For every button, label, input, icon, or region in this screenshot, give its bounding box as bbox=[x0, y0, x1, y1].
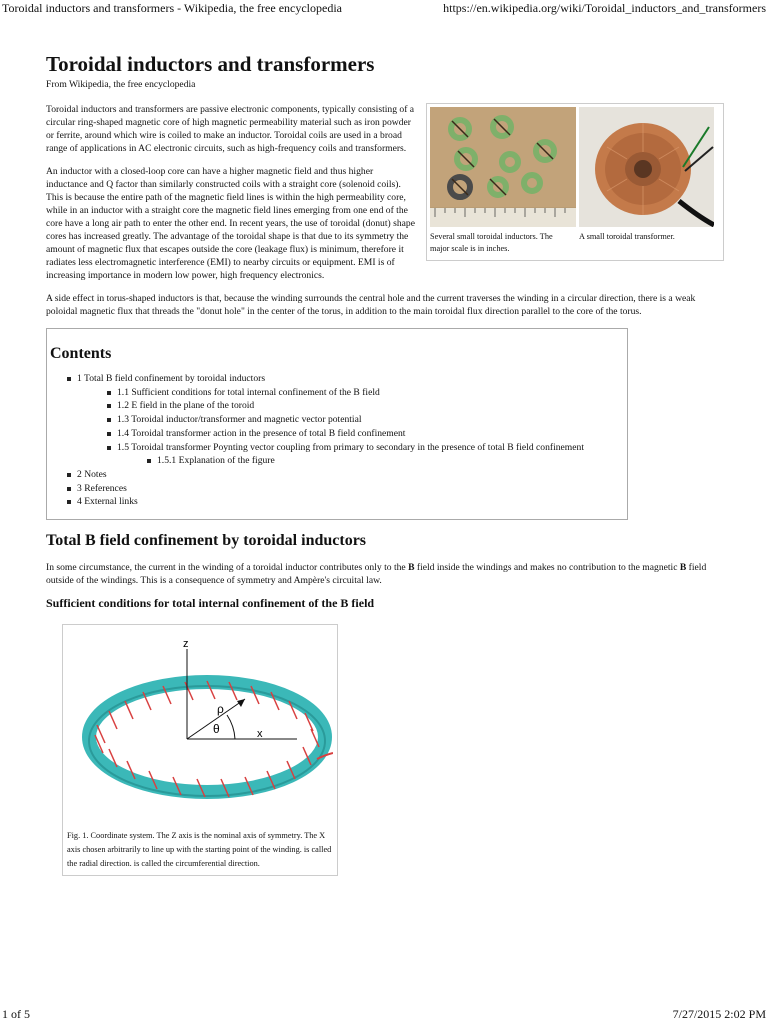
toc-item[interactable]: 1.5 Toroidal transformer Poynting vector coupling from primary to secondary in the presence of total B field confinement 1.5.1 Explanation of the figure bbox=[107, 441, 627, 468]
page-title: Toroidal inductors and transformers bbox=[46, 52, 375, 76]
intro-paragraph: A side effect in torus-shaped inductors is that, because the winding surrounds the central hole and the current traverses the winding in a circular direction, there is a weak poloidal magnetic flux that threads the "donut hole" in the center of the torus, in addition to the main toroidal flux direction parallel to the core of the torus. bbox=[46, 293, 696, 317]
axis-z-label: z bbox=[183, 638, 189, 651]
rho-label: ρ bbox=[217, 702, 224, 717]
toc-item[interactable]: 1.4 Toroidal transformer action in the presence of total B field confinement bbox=[107, 427, 627, 441]
toc-item[interactable]: 1.3 Toroidal inductor/transformer and magnetic vector potential bbox=[107, 413, 627, 427]
toc-item[interactable]: 1.1 Sufficient conditions for total internal confinement of the B field bbox=[107, 386, 627, 400]
print-url[interactable]: https://en.wikipedia.org/wiki/Toroidal_inductors_and_transformers bbox=[443, 1, 766, 15]
section-heading: Total B field confinement by toroidal inductors bbox=[46, 532, 367, 550]
intro-paragraph: An inductor with a closed-loop core can have a higher magnetic field and thus higher inductance and Q factor than similarly constructed coils with a straight core (solenoid coils). This is because the entire path of the magnetic field lines is within the high permeability core, while in an inductor with a straight core the magnetic field lines emerging from one end of the core have a long air path to enter the other end. In recent years, the use of toroidal (donut) shape cores has increased greatly. The advantage of the toroidal shape is that due to its symmetry the amount of magnetic flux that escapes outside the core (leakage flux) is minimum, therefore it radiates less electromagnetic interference (EMI) to nearby circuits or equipment. EMI is of increasing importance in modern low power, high frequency electronics. bbox=[46, 166, 415, 281]
print-doc-title: Toroidal inductors and transformers - Wikipedia, the free encyclopedia bbox=[2, 1, 342, 15]
toc-item[interactable]: 1 Total B field confinement by toroidal inductors 1.1 Sufficient conditions for total internal confinement of the B field 1.2 E field in the plane of the toroid 1.3 Toroidal inductor/transformer and magnetic vector potential 1.4 Toroidal transformer action in the presence of total B field confinement 1.5 Toroidal transformer Poynting vector coupling from primary to secondary in the presence of total B field confinement 1.5.1 Explanation of the figure bbox=[67, 372, 627, 468]
print-datetime: 7/27/2015 2:02 PM bbox=[672, 1007, 766, 1021]
section-paragraph: In some circumstance, the current in the winding of a toroidal inductor contributes only to the B field inside the windings and makes no contribution to the magnetic B field outside of the windings. This is a consequence of symmetry and Ampère's circuital law. bbox=[46, 562, 707, 587]
toc-item[interactable]: 1.5.1 Explanation of the figure bbox=[147, 454, 627, 468]
print-footer bbox=[0, 1006, 768, 1024]
toc-item[interactable]: 2 Notes bbox=[67, 468, 627, 482]
axis-x-label: x bbox=[257, 728, 263, 741]
theta-label: θ bbox=[213, 722, 220, 737]
page-subtitle: From Wikipedia, the free encyclopedia bbox=[46, 79, 196, 90]
table-of-contents bbox=[46, 328, 628, 520]
thumbnail-caption: Several small toroidal inductors. The major scale is in inches. bbox=[430, 232, 553, 253]
toroidal-inductors-photo[interactable] bbox=[430, 107, 576, 227]
toc-heading: Contents bbox=[50, 345, 112, 362]
toc-item[interactable]: 3 References bbox=[67, 482, 627, 496]
toroidal-transformer-photo[interactable] bbox=[579, 107, 714, 227]
print-header bbox=[0, 0, 768, 18]
thumbnail-gallery bbox=[426, 103, 724, 261]
page-number: 1 of 5 bbox=[2, 1007, 30, 1021]
figure-caption: Fig. 1. Coordinate system. The Z axis is the nominal axis of symmetry. The X axis chosen arbitrarily to line up with the starting point of the winding. is called the radial direction. is called the circumferential direction. bbox=[67, 831, 332, 869]
toroid-coordinate-diagram[interactable] bbox=[67, 629, 333, 819]
subsection-heading: Sufficient conditions for total internal confinement of the B field bbox=[46, 596, 375, 611]
thumbnail-caption: A small toroidal transformer. bbox=[579, 232, 675, 241]
toc-item[interactable]: 4 External links bbox=[67, 495, 627, 509]
figure-coordinate-system bbox=[62, 624, 338, 876]
toc-item[interactable]: 1.2 E field in the plane of the toroid bbox=[107, 399, 627, 413]
intro-paragraph: Toroidal inductors and transformers are passive electronic components, typically consisting of a circular ring-shaped magnetic core of high magnetic permeability material such as iron powder or ferrite, around which wire is coiled to make an inductor. Toroidal coils are used in a broad range of applications in AC electronic circuits, such as high-frequency coils and transformers. bbox=[46, 104, 415, 154]
article bbox=[46, 50, 722, 876]
